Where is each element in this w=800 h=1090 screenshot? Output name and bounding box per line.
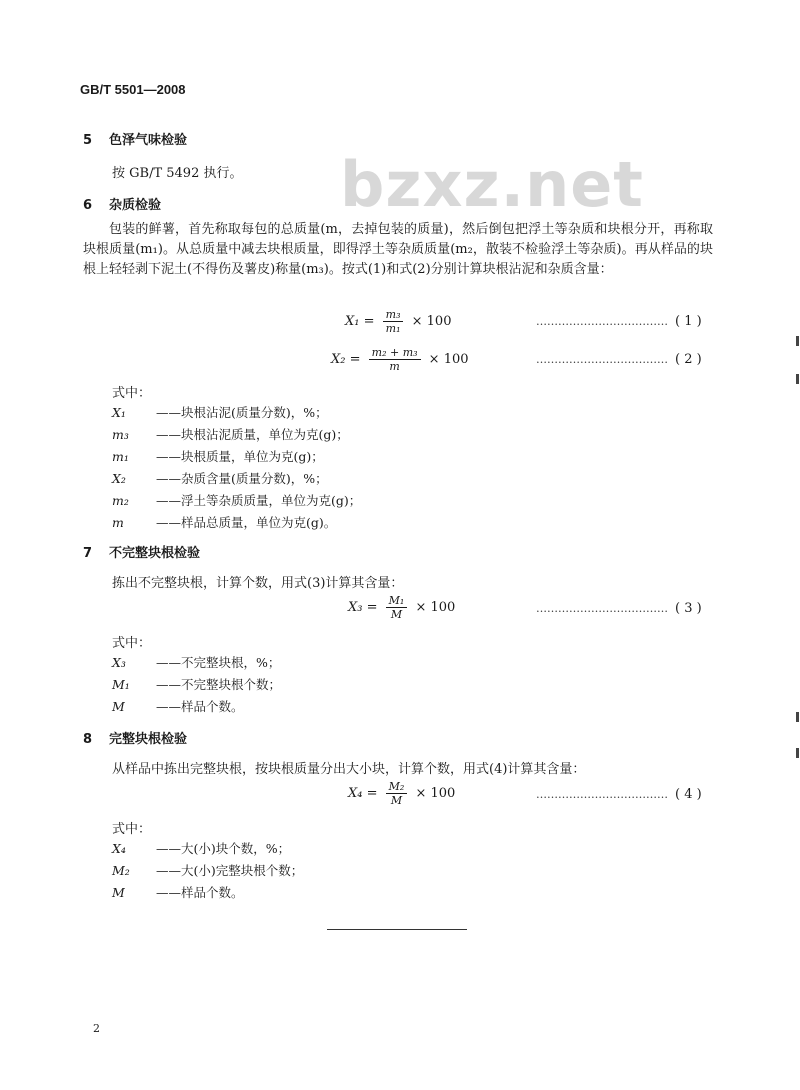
definition-symbol: X₃	[112, 655, 126, 670]
definition-symbol: m	[112, 515, 124, 530]
equation-1-label: ( 1 )	[675, 314, 702, 329]
definition-text: ——大(小)完整块根个数；	[156, 863, 304, 878]
section-6-body: 包装的鲜薯，首先称取每包的总质量(m，去掉包装的质量)，然后倒包把浮土等杂质和块根分开，再称取块根质量(m₁)。从总质量中减去块根质量，即得浮土等杂质质量(m₂，散装不检验浮土等杂质)。再从样品的块根上轻轻剥下泥土(不得伤及薯皮)称量(m₃)。按式(1)和式(2)分别计算块根沾泥和杂质含量：	[83, 222, 713, 277]
definition-item	[112, 425, 349, 444]
section-5-title: 色泽气味检验	[109, 133, 188, 148]
definition-text: ——块根沾泥质量，单位为克(g)；	[156, 427, 349, 442]
definition-symbol: X₄	[112, 841, 126, 856]
section-6-heading	[83, 194, 161, 213]
equation-1-numerator: m₃	[383, 308, 404, 322]
equation-2-rhs: × 100	[428, 352, 469, 367]
definition-symbol: X₁	[112, 405, 126, 420]
equation-2-fraction	[369, 346, 421, 373]
equation-3-label: ( 3 )	[675, 601, 702, 616]
scan-mark	[796, 712, 799, 722]
equation-4-leader: ………………………………	[536, 788, 668, 801]
standard-code: GB/T 5501—2008	[80, 82, 186, 97]
equation-4-label: ( 4 )	[675, 787, 702, 802]
equation-2-numerator: m₂ + m₃	[369, 346, 421, 360]
equation-1-lhs: X₁ =	[345, 314, 375, 329]
definition-item	[112, 653, 280, 672]
section-5-heading	[83, 129, 187, 148]
section-5-number: 5	[83, 133, 93, 148]
scan-mark	[796, 336, 799, 346]
definition-text: ——样品个数。	[156, 885, 244, 900]
section-7-where: 式中：	[112, 636, 152, 651]
definition-item	[112, 403, 328, 422]
equation-2-denominator: m	[389, 360, 400, 373]
equation-2-lhs: X₂ =	[331, 352, 361, 367]
equation-4-numerator: M₂	[386, 780, 408, 794]
equation-3-denominator: M	[390, 608, 403, 621]
equation-4-rhs: × 100	[415, 786, 456, 801]
section-8-where: 式中：	[112, 822, 152, 837]
definition-text: ——样品总质量，单位为克(g)。	[156, 515, 337, 530]
equation-1-denominator: m₁	[385, 322, 401, 335]
section-5-body: 按 GB/T 5492 执行。	[112, 166, 243, 181]
definition-item	[112, 697, 244, 716]
definition-text: ——块根沾泥(质量分数)，%；	[156, 405, 328, 420]
definition-item	[112, 513, 336, 532]
equation-4-denominator: M	[390, 794, 403, 807]
definition-symbol: m₁	[112, 449, 129, 464]
equation-3-leader: ………………………………	[536, 602, 668, 615]
equation-2-leader: ………………………………	[536, 353, 668, 366]
equation-1	[345, 308, 451, 335]
definition-text: ——不完整块根个数；	[156, 677, 282, 692]
equation-3-fraction	[386, 594, 408, 621]
section-8-title: 完整块根检验	[109, 732, 188, 747]
equation-2-label: ( 2 )	[675, 352, 702, 367]
section-7-heading	[83, 542, 200, 561]
section-6-where: 式中：	[112, 386, 152, 401]
definition-item	[112, 861, 303, 880]
equation-1-leader: ………………………………	[536, 315, 668, 328]
scan-mark	[796, 748, 799, 758]
definition-text: ——杂质含量(质量分数)，%；	[156, 471, 328, 486]
section-7-title: 不完整块根检验	[109, 546, 201, 561]
section-8-body: 从样品中拣出完整块根，按块根质量分出大小块，计算个数，用式(4)计算其含量：	[112, 762, 586, 777]
section-8-number: 8	[83, 732, 93, 747]
definition-item	[112, 469, 328, 488]
section-6-title: 杂质检验	[109, 198, 162, 213]
definition-symbol: X₂	[112, 471, 126, 486]
definition-item	[112, 491, 361, 510]
equation-3-lhs: X₃ =	[348, 600, 378, 615]
definition-text: ——大(小)块个数，%；	[156, 841, 291, 856]
definition-text: ——不完整块根，%；	[156, 655, 281, 670]
section-7-body: 拣出不完整块根，计算个数，用式(3)计算其含量：	[112, 576, 404, 591]
definition-symbol: M	[112, 699, 125, 714]
definition-item	[112, 675, 281, 694]
definition-symbol: M₂	[112, 863, 130, 878]
equation-4-fraction	[386, 780, 408, 807]
equation-4-lhs: X₄ =	[348, 786, 378, 801]
definition-symbol: m₂	[112, 493, 129, 508]
section-7-number: 7	[83, 546, 93, 561]
equation-3-rhs: × 100	[415, 600, 456, 615]
definition-text: ——样品个数。	[156, 699, 244, 714]
watermark: bzxz.net	[340, 148, 644, 221]
equation-3-numerator: M₁	[386, 594, 408, 608]
definition-text: ——浮土等杂质质量，单位为克(g)；	[156, 493, 362, 508]
equation-3	[348, 594, 455, 621]
page-number: 2	[93, 1022, 100, 1035]
scan-mark	[796, 374, 799, 384]
definition-text: ——块根质量，单位为克(g)；	[156, 449, 324, 464]
definition-item	[112, 883, 244, 902]
equation-1-fraction	[383, 308, 404, 335]
section-6-number: 6	[83, 198, 93, 213]
equation-1-rhs: × 100	[411, 314, 452, 329]
definition-symbol: m₃	[112, 427, 129, 442]
definition-symbol: M₁	[112, 677, 130, 692]
equation-4	[348, 780, 455, 807]
definition-symbol: M	[112, 885, 125, 900]
definition-item	[112, 839, 290, 858]
end-rule	[327, 929, 467, 930]
equation-2	[331, 346, 469, 373]
section-8-heading	[83, 728, 187, 747]
definition-item	[112, 447, 324, 466]
